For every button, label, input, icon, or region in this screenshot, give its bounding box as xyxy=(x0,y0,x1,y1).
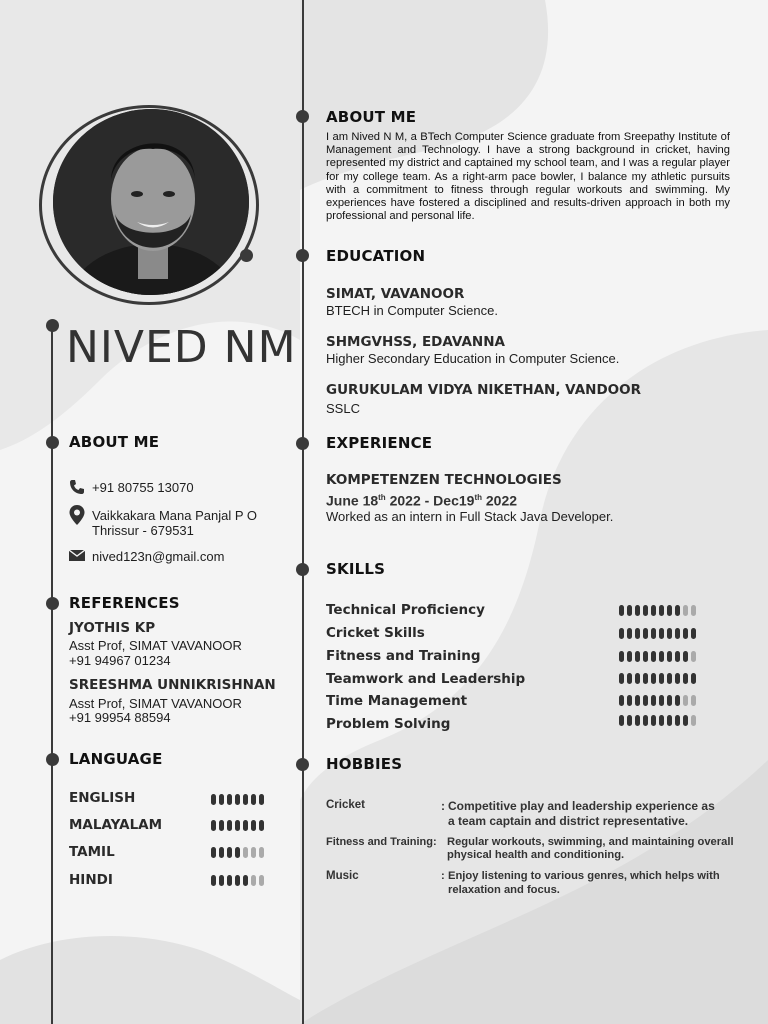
reference-2-phone: +91 99954 88594 xyxy=(69,710,171,725)
level-pill xyxy=(651,628,656,639)
education-heading: EDUCATION xyxy=(326,247,426,265)
level-pill xyxy=(251,820,256,831)
hobby-description: a team captain and district representative. xyxy=(448,814,689,828)
hobby-separator: : xyxy=(441,799,445,813)
level-pill xyxy=(691,715,696,726)
level-pill xyxy=(643,673,648,684)
level-pill xyxy=(627,715,632,726)
contact-dot xyxy=(46,436,59,449)
level-pill xyxy=(251,875,256,886)
skill-level xyxy=(619,651,696,662)
level-pill xyxy=(635,605,640,616)
skill-level xyxy=(619,673,696,684)
level-pill xyxy=(243,820,248,831)
hobby-description: physical health and conditioning. xyxy=(447,849,625,861)
experience-company: KOMPETENZEN TECHNOLOGIES xyxy=(326,472,562,488)
level-pill xyxy=(619,695,624,706)
hobby-description: relaxation and focus. xyxy=(448,884,560,896)
level-pill xyxy=(211,875,216,886)
language-name: TAMIL xyxy=(69,844,115,860)
level-pill xyxy=(227,875,232,886)
right-timeline xyxy=(302,0,304,1024)
level-pill xyxy=(659,715,664,726)
phone-icon xyxy=(69,479,85,495)
level-pill xyxy=(643,715,648,726)
level-pill xyxy=(251,847,256,858)
level-pill xyxy=(635,695,640,706)
level-pill xyxy=(619,715,624,726)
level-pill xyxy=(659,651,664,662)
level-pill xyxy=(643,695,648,706)
references-dot xyxy=(46,597,59,610)
education-school: SIMAT, VAVANOOR xyxy=(326,286,465,302)
level-pill xyxy=(259,875,264,886)
about-dot xyxy=(296,110,309,123)
level-pill xyxy=(675,695,680,706)
experience-dot xyxy=(296,437,309,450)
left-timeline xyxy=(51,325,53,1024)
level-pill xyxy=(243,875,248,886)
education-school: SHMGVHSS, EDAVANNA xyxy=(326,334,505,350)
level-pill xyxy=(259,820,264,831)
skill-level xyxy=(619,628,696,639)
level-pill xyxy=(691,673,696,684)
language-level xyxy=(211,875,264,886)
location-pin-icon xyxy=(69,505,85,525)
hobby-description: Competitive play and leadership experience as xyxy=(448,799,715,813)
level-pill xyxy=(211,847,216,858)
hobby-label: Cricket xyxy=(326,799,365,811)
skill-name: Cricket Skills xyxy=(326,625,425,641)
level-pill xyxy=(691,628,696,639)
skill-level xyxy=(619,695,696,706)
language-name: ENGLISH xyxy=(69,790,136,806)
level-pill xyxy=(667,673,672,684)
level-pill xyxy=(243,794,248,805)
hobby-description: Enjoy listening to various genres, which helps with xyxy=(448,870,720,882)
level-pill xyxy=(635,673,640,684)
reference-1-role: Asst Prof, SIMAT VAVANOOR xyxy=(69,638,242,653)
level-pill xyxy=(675,673,680,684)
reference-2-role: Asst Prof, SIMAT VAVANOOR xyxy=(69,696,242,711)
reference-1-phone: +91 94967 01234 xyxy=(69,653,171,668)
experience-description: Worked as an intern in Full Stack Java Developer. xyxy=(326,509,614,524)
level-pill xyxy=(635,628,640,639)
level-pill xyxy=(227,820,232,831)
education-dot xyxy=(296,249,309,262)
language-level xyxy=(211,794,264,805)
level-pill xyxy=(219,875,224,886)
level-pill xyxy=(627,651,632,662)
skill-name: Time Management xyxy=(326,693,468,709)
level-pill xyxy=(635,715,640,726)
hobby-label: Music xyxy=(326,870,359,882)
level-pill xyxy=(227,847,232,858)
language-heading: LANGUAGE xyxy=(69,750,163,768)
education-detail: Higher Secondary Education in Computer Science. xyxy=(326,351,620,366)
email-address[interactable]: nived123n@gmail.com xyxy=(92,549,225,564)
hobby-label: Fitness and Training: xyxy=(326,836,437,848)
level-pill xyxy=(683,715,688,726)
level-pill xyxy=(235,794,240,805)
skill-level xyxy=(619,605,696,616)
language-name: HINDI xyxy=(69,872,113,888)
level-pill xyxy=(675,715,680,726)
level-pill xyxy=(627,628,632,639)
level-pill xyxy=(691,651,696,662)
skill-name: Problem Solving xyxy=(326,716,451,732)
contact-heading: ABOUT ME xyxy=(69,433,160,451)
level-pill xyxy=(259,847,264,858)
level-pill xyxy=(235,875,240,886)
level-pill xyxy=(643,628,648,639)
phone-number[interactable]: +91 80755 13070 xyxy=(92,480,194,495)
level-pill xyxy=(683,673,688,684)
level-pill xyxy=(643,605,648,616)
level-pill xyxy=(243,847,248,858)
level-pill xyxy=(219,847,224,858)
level-pill xyxy=(235,820,240,831)
level-pill xyxy=(219,820,224,831)
level-pill xyxy=(651,651,656,662)
full-name: NIVED NM xyxy=(66,322,297,373)
level-pill xyxy=(635,651,640,662)
level-pill xyxy=(659,695,664,706)
hobby-description: Regular workouts, swimming, and maintaining overall xyxy=(447,836,734,848)
language-level xyxy=(211,847,264,858)
address-line-1: Vaikkakara Mana Panjal P O xyxy=(92,508,257,523)
level-pill xyxy=(651,715,656,726)
level-pill xyxy=(675,605,680,616)
level-pill xyxy=(619,605,624,616)
level-pill xyxy=(683,695,688,706)
education-detail: BTECH in Computer Science. xyxy=(326,303,498,318)
education-detail: SSLC xyxy=(326,401,360,416)
level-pill xyxy=(659,628,664,639)
level-pill xyxy=(643,651,648,662)
level-pill xyxy=(683,651,688,662)
level-pill xyxy=(683,628,688,639)
language-dot xyxy=(46,753,59,766)
level-pill xyxy=(627,695,632,706)
level-pill xyxy=(619,673,624,684)
level-pill xyxy=(235,847,240,858)
skill-name: Teamwork and Leadership xyxy=(326,671,526,687)
skill-name: Technical Proficiency xyxy=(326,602,485,618)
skills-heading: SKILLS xyxy=(326,560,386,578)
reference-2-name: SREESHMA UNNIKRISHNAN xyxy=(69,677,276,693)
level-pill xyxy=(667,695,672,706)
level-pill xyxy=(619,628,624,639)
references-heading: REFERENCES xyxy=(69,594,180,612)
about-paragraph: I am Nived N M, a BTech Computer Science graduate from Sreepathy Institute of Management and Technology. I have a strong background in cricket, having represented my district and captained my school team, and I was a regular player for my college team. As a right-arm pace bowler, I balance my athletic pursuits with a commitment to fitness through regular workouts and swimming. My experiences have fostered a disciplined and results-driven approach in both my professional and personal life. xyxy=(326,131,730,223)
level-pill xyxy=(691,605,696,616)
language-level xyxy=(211,820,264,831)
language-name: MALAYALAM xyxy=(69,817,163,833)
address-line-2: Thrissur - 679531 xyxy=(92,523,194,538)
level-pill xyxy=(211,794,216,805)
skill-name: Fitness and Training xyxy=(326,648,481,664)
profile-photo xyxy=(53,109,249,295)
level-pill xyxy=(675,628,680,639)
level-pill xyxy=(667,715,672,726)
level-pill xyxy=(219,794,224,805)
level-pill xyxy=(211,820,216,831)
experience-heading: EXPERIENCE xyxy=(326,434,433,452)
photo-ring-dot xyxy=(240,249,253,262)
level-pill xyxy=(627,673,632,684)
experience-dates: June 18th 2022 - Dec19th 2022 xyxy=(326,492,518,509)
level-pill xyxy=(667,605,672,616)
level-pill xyxy=(259,794,264,805)
level-pill xyxy=(227,794,232,805)
level-pill xyxy=(683,605,688,616)
hobby-separator: : xyxy=(441,870,445,882)
hobbies-dot xyxy=(296,758,309,771)
skills-dot xyxy=(296,563,309,576)
level-pill xyxy=(667,628,672,639)
level-pill xyxy=(675,651,680,662)
education-school: GURUKULAM VIDYA NIKETHAN, VANDOOR xyxy=(326,382,642,398)
level-pill xyxy=(667,651,672,662)
about-heading: ABOUT ME xyxy=(326,108,417,126)
level-pill xyxy=(651,673,656,684)
level-pill xyxy=(691,695,696,706)
name-dot xyxy=(46,319,59,332)
hobbies-heading: HOBBIES xyxy=(326,755,403,773)
envelope-icon xyxy=(69,550,85,561)
level-pill xyxy=(651,605,656,616)
level-pill xyxy=(251,794,256,805)
reference-1-name: JYOTHIS KP xyxy=(69,620,156,636)
level-pill xyxy=(659,673,664,684)
level-pill xyxy=(651,695,656,706)
skill-level xyxy=(619,715,696,726)
level-pill xyxy=(659,605,664,616)
level-pill xyxy=(619,651,624,662)
level-pill xyxy=(627,605,632,616)
